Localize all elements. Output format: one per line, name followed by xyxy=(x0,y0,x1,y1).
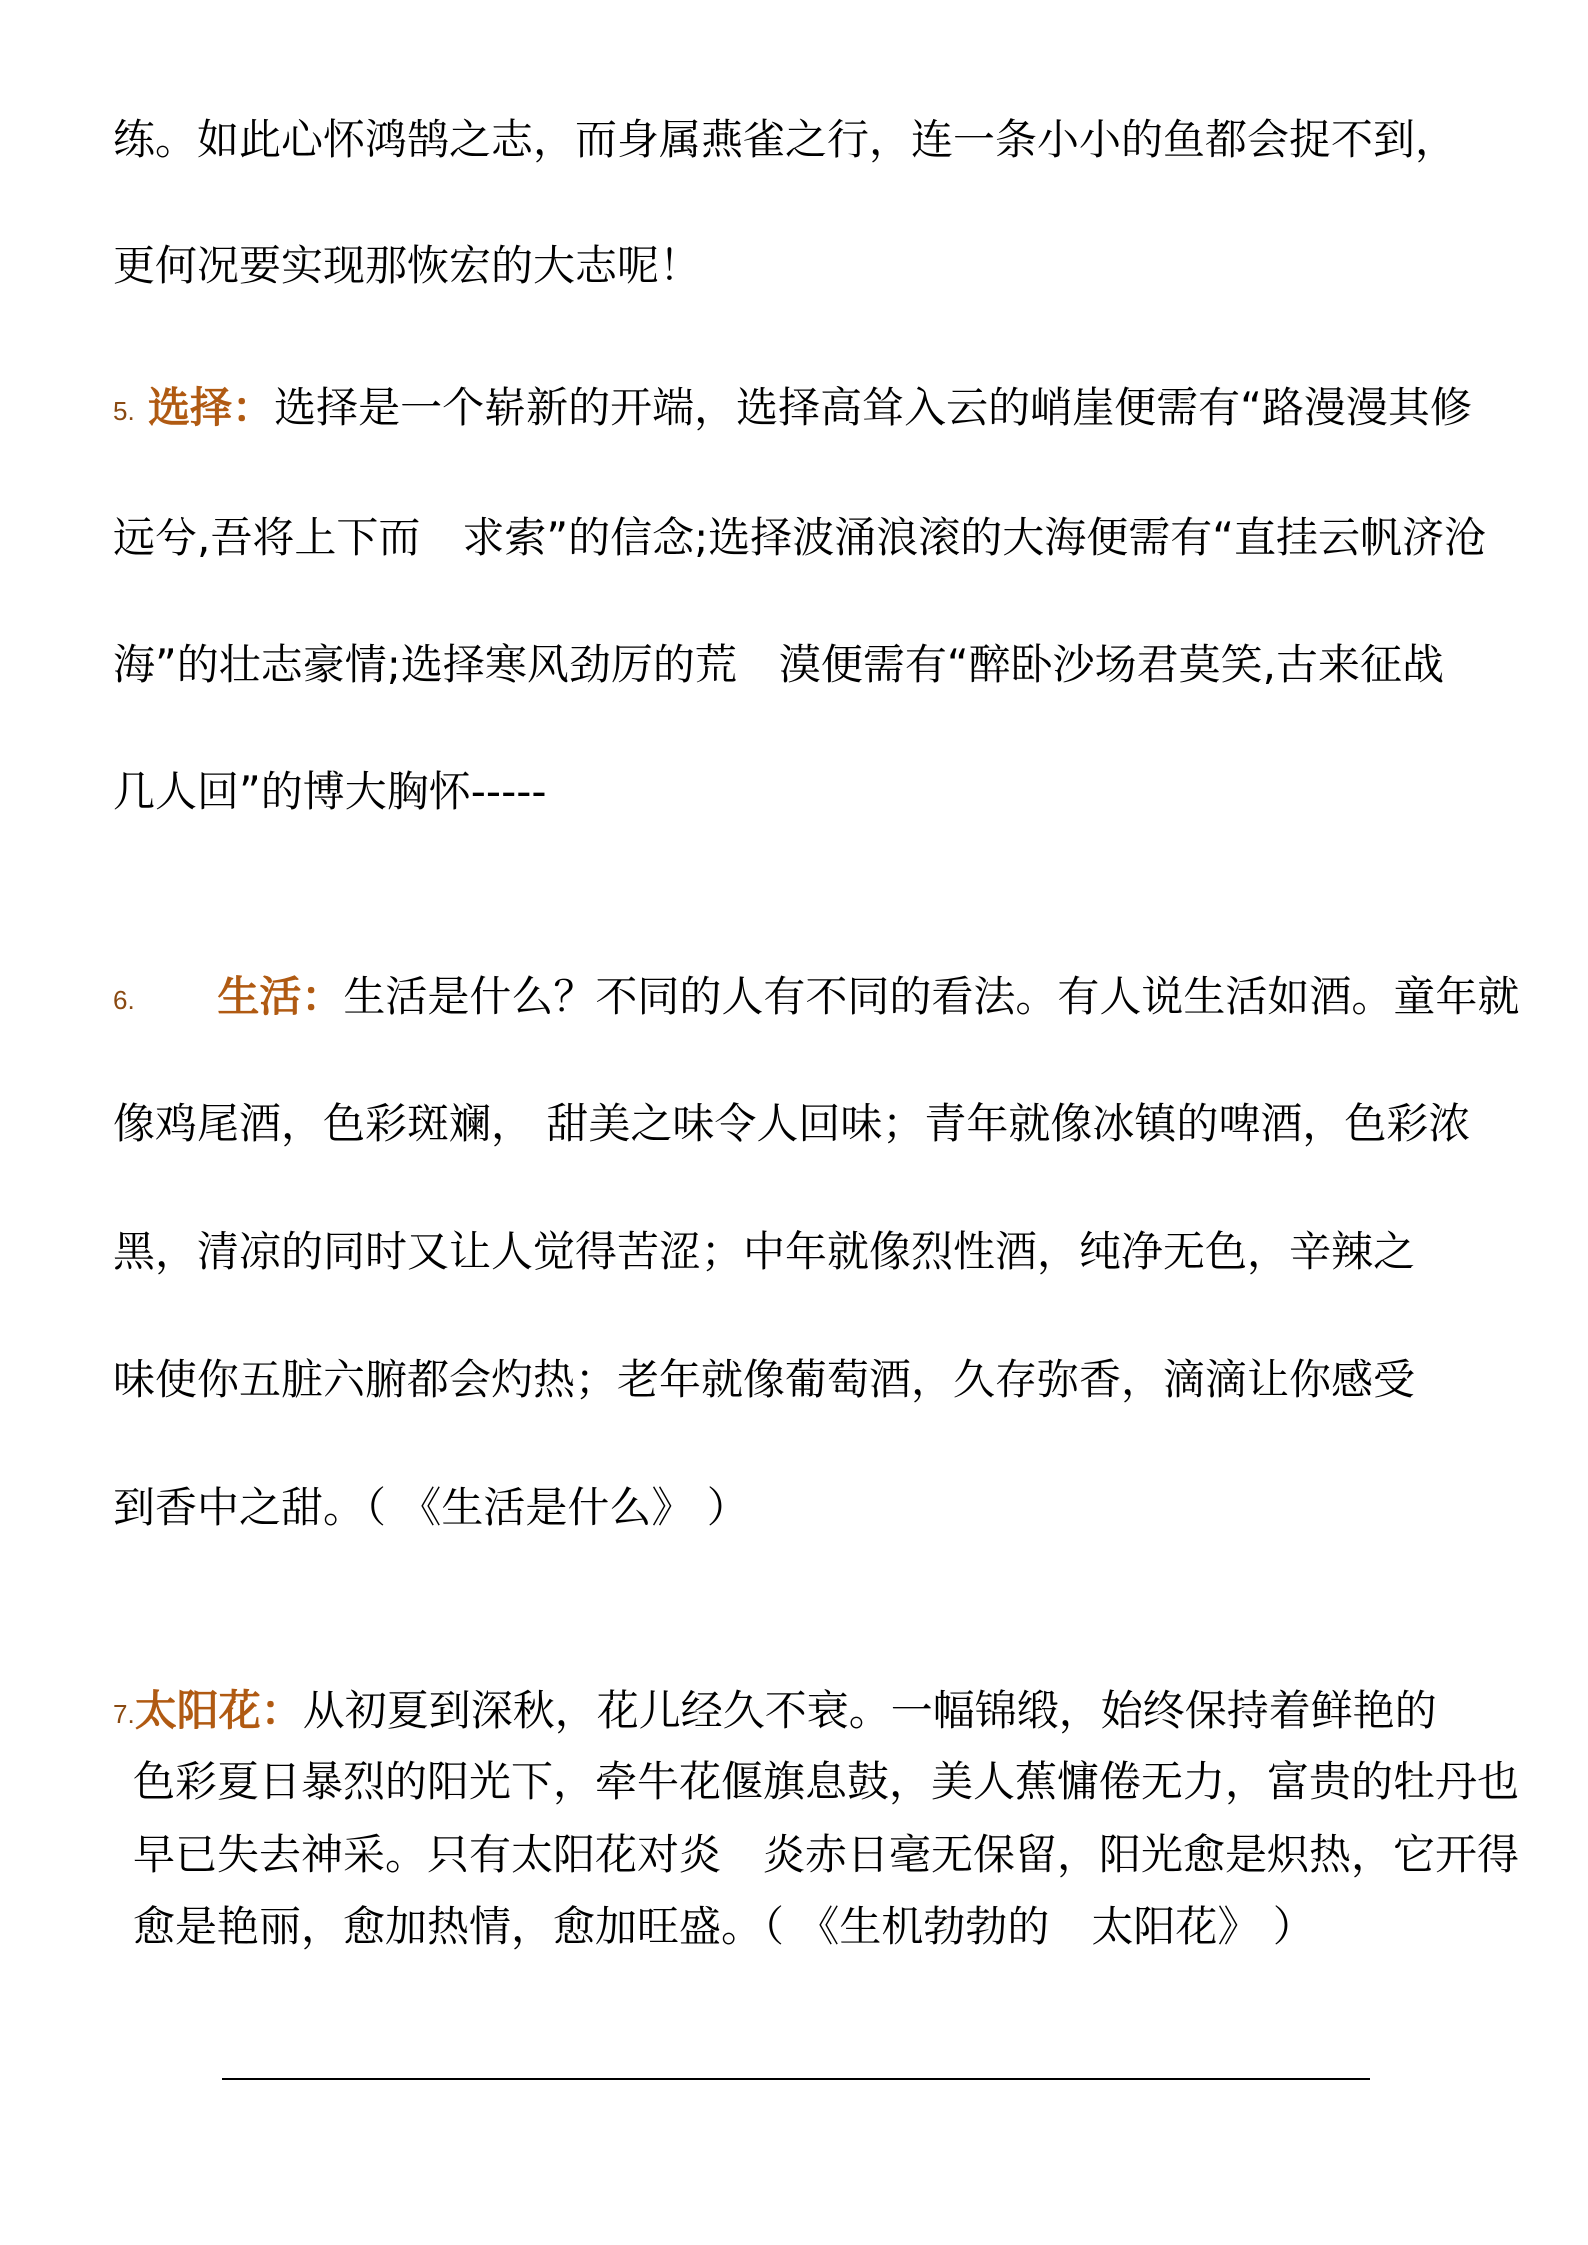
section7-first-text: 从初夏到深秋，花儿经久不衰。一幅锦缎，始终保持着鲜艳的 xyxy=(302,1686,1437,1735)
section7-number: 7. xyxy=(113,1699,135,1729)
section6-line-5: 到香中之甜。（ 《生活是什么》 ） xyxy=(113,1483,749,1532)
section5-line-2: 远兮,吾将上下而 求索”的信念;选择波涌浪滚的大海便需有“直挂云帆济沧 xyxy=(113,513,1487,562)
section6-first-text: 生活是什么？不同的人有不同的看法。有人说生活如酒。童年就 xyxy=(343,972,1520,1021)
section5-first-text: 选择是一个崭新的开端，选择高耸入云的峭崖便需有“路漫漫其修 xyxy=(274,383,1472,432)
section6-line-2: 像鸡尾酒，色彩斑斓， 甜美之味令人回味；青年就像冰镇的啤酒，色彩浓 xyxy=(113,1099,1471,1148)
intro-line-2: 更何况要实现那恢宏的大志呢！ xyxy=(113,241,702,290)
section7-term: 太阳花： xyxy=(134,1686,303,1735)
section5-line-1 xyxy=(113,378,1472,441)
section6-term: 生活： xyxy=(217,972,344,1021)
section6-number: 6. xyxy=(113,985,135,1015)
section6-line-1 xyxy=(113,967,1519,1030)
section5-term: 选择： xyxy=(148,383,275,432)
section6-line-4: 味使你五脏六腑都会灼热；老年就像葡萄酒，久存弥香，滴滴让你感受 xyxy=(113,1355,1416,1404)
footer-divider xyxy=(222,2078,1370,2080)
intro-line-1: 练。如此心怀鸿鹄之志，而身属燕雀之行，连一条小小的鱼都会捉不到， xyxy=(113,115,1458,164)
section7-line-2: 色彩夏日暴烈的阳光下，牵牛花偃旗息鼓，美人蕉慵倦无力，富贵的牡丹也 xyxy=(133,1757,1520,1806)
section5-line-3: 海”的壮志豪情;选择寒风劲厉的荒 漠便需有“醉卧沙场君莫笑,古来征战 xyxy=(113,640,1445,689)
section5-line-4: 几人回”的博大胸怀----- xyxy=(113,767,547,816)
section7-line-4: 愈是艳丽，愈加热情，愈加旺盛。（ 《生机勃勃的 太阳花》 ） xyxy=(133,1902,1315,1951)
section6-line-3: 黑，清凉的同时又让人觉得苦涩；中年就像烈性酒，纯净无色，辛辣之 xyxy=(113,1227,1416,1276)
section5-number: 5. xyxy=(113,396,135,426)
section7-line-1 xyxy=(113,1681,1437,1744)
section7-line-3: 早已失去神采。只有太阳花对炎 炎赤日毫无保留，阳光愈是炽热，它开得 xyxy=(133,1830,1520,1879)
